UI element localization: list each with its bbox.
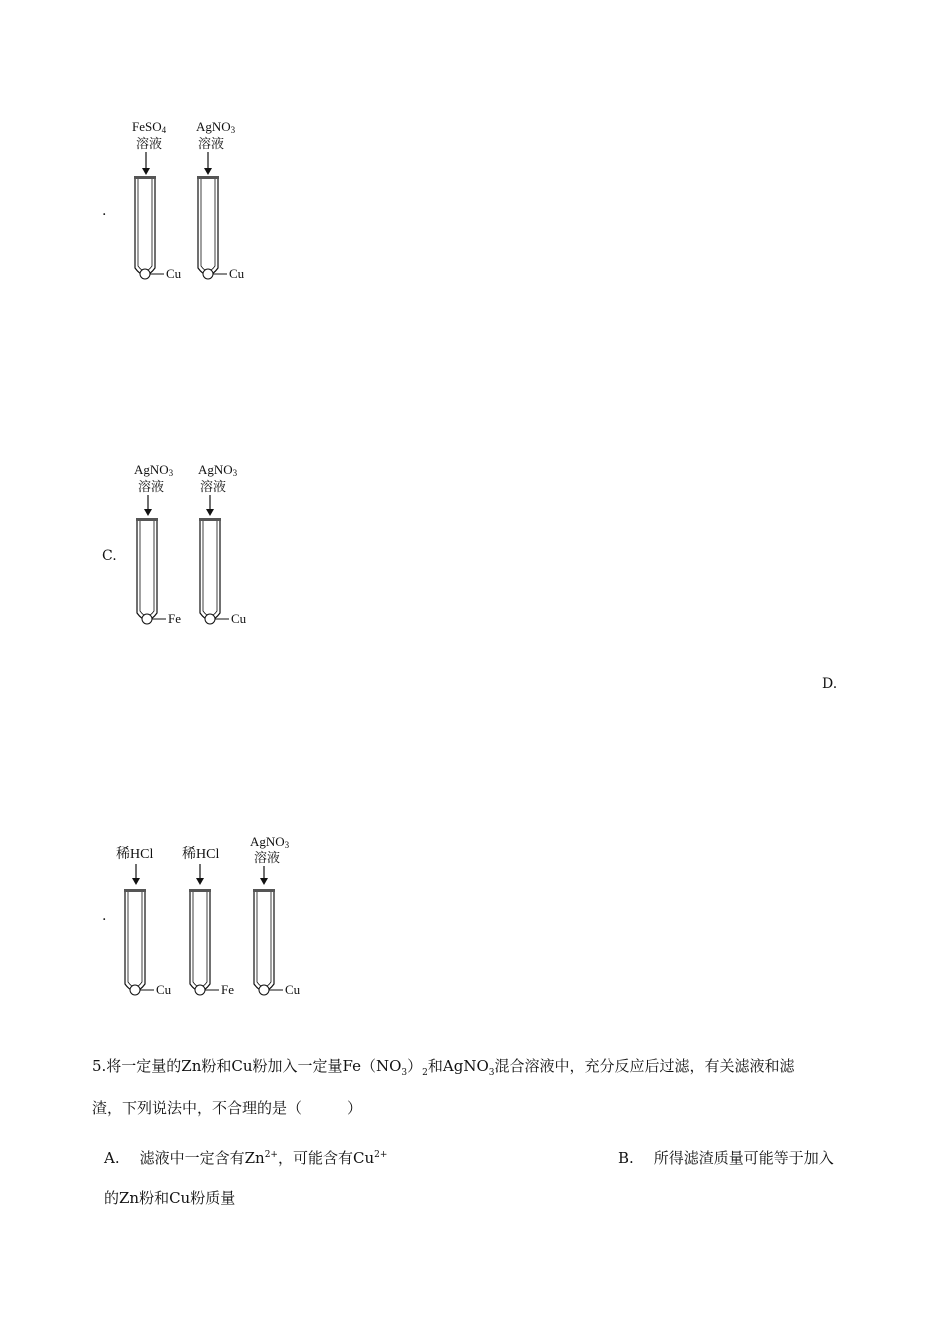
figure-d-tube1-reagent: 稀HCl [116,847,154,862]
figure-c-tube2-solution: 溶液 [200,479,227,494]
figure-c-tube1-solution: 溶液 [138,479,165,494]
figure-d-tube2-reagent: 稀HCl [182,847,220,862]
svg-text:AgNO3: AgNO3 [250,834,290,850]
svg-text:AgNO3: AgNO3 [134,462,174,478]
question-5-line-2: 渣，下列说法中，不合理的是（ ） [92,1099,363,1117]
svg-text:FeSO4: FeSO4 [132,119,167,135]
figure-b-prefix: . [102,203,107,219]
svg-text:AgNO3: AgNO3 [198,462,238,478]
figure-d-tube3-solution: 溶液 [254,850,281,865]
figure-d-tube3-metal: Cu [285,982,301,997]
option-a-label: A. [104,1149,120,1167]
figure-d-tube2-metal: Fe [221,982,234,997]
figure-d-tube3-reagent: AgNO [250,834,285,849]
figure-c-tube2-metal: Cu [231,611,247,626]
figure-d-tube1-metal: Cu [156,982,172,997]
figure-c-tube1-metal: Fe [168,611,181,626]
figure-d-prefix: . [102,908,107,924]
option-b-continuation: 的Zn粉和Cu粉质量 [104,1189,236,1207]
figure-b-tube1-solution: 溶液 [136,136,163,151]
svg-text:AgNO3: AgNO3 [196,119,236,135]
option-b-label: B. [618,1149,634,1167]
question-5-line-1: 5.将一定量的Zn粉和Cu粉加入一定量$Fe(NO_3)_2$和AgNO$_3$混合溶液中，充分反应后过滤，有关滤液和滤 [92,1057,795,1078]
option-a: A. 滤液中一定含有$Zn^{2+}$，可能含有$Cu^{2+}$ [104,1149,388,1167]
figure-c-label: C. [102,548,117,564]
figure-c-tube1-reagent: AgNO [134,462,169,477]
option-b: B. 所得滤渣质量可能等于加入 [618,1149,834,1167]
figure-b-tube2-reagent: AgNO [196,119,231,134]
figure-b-test-tubes [120,110,260,290]
figure-b-tube2-metal: Cu [229,266,245,281]
figure-b-tube1-reagent: FeSO [132,119,162,134]
figure-b-tube2-solution: 溶液 [198,136,225,151]
figure-b-tube1-metal: Cu [166,266,182,281]
figure-c-tube2-reagent: AgNO [198,462,233,477]
figure-d-label: D. [822,676,838,692]
figure-d-test-tubes [110,828,310,1008]
figure-c-test-tubes [120,455,260,635]
